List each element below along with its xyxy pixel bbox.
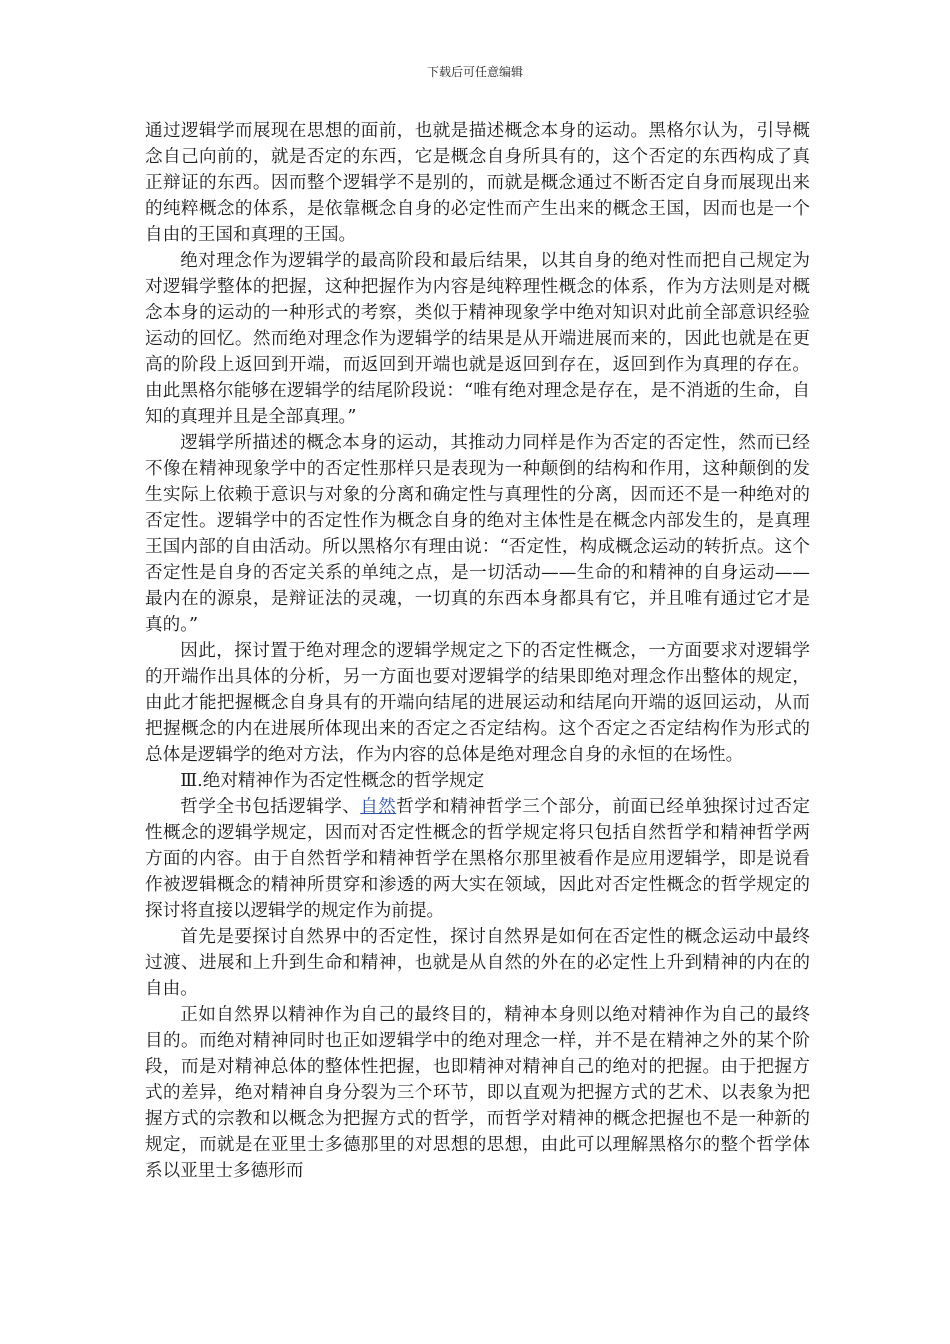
paragraph-3: 逻辑学所描述的概念本身的运动，其推动力同样是作为否定的否定性，然而已经不像在精神现象学中的否定性那样只是表现为一种颠倒的结构和作用，这种颠倒的发生实际上依赖于意识与对象的分离和确定性与真理性的分离，因而还不是一种绝对的否定性。逻辑学中的否定性作为概念自身的绝对主体性是在概念内部发生的，是真理王国内部的自由活动。所以黑格尔有理由说：“否定性，构成概念运动的转折点。这个否定性是自身的否定关系的单纯之点，是一切活动——生命的和精神的自身运动——最内在的源泉，是辩证法的灵魂，一切真的东西本身都具有它，并且唯有通过它才是真的。” bbox=[145, 433, 810, 635]
section-heading: Ⅲ.绝对精神作为否定性概念的哲学规定 bbox=[180, 771, 485, 791]
paragraph-6: 首先是要探讨自然界中的否定性，探讨自然界是如何在否定性的概念运动中最终过渡、进展和上升到生命和精神，也就是从自然的外在的必定性上升到精神的内在的自由。 bbox=[145, 927, 810, 999]
paragraph-1: 通过逻辑学而展现在思想的面前，也就是描述概念本身的运动。黑格尔认为，引导概念自己向前的，就是否定的东西，它是概念自身所具有的，这个否定的东西构成了真正辩证的东西。因而整个逻辑学不是别的，而就是概念通过不断否定自身而展现出来的纯粹概念的体系，是依靠概念自身的必定性而产生出来的概念王国，因而也是一个自由的王国和真理的王国。 bbox=[145, 121, 810, 245]
document-body bbox=[145, 118, 810, 1184]
paragraph-2: 绝对理念作为逻辑学的最高阶段和最后结果，以其自身的绝对性而把自己规定为对逻辑学整体的把握，这种把握作为内容是纯粹理性概念的体系，作为方法则是对概念本身的运动的一种形式的考察，类似于精神现象学中绝对知识对此前全部意识经验运动的回忆。然而绝对理念作为逻辑学的结果是从开端进展而来的，因此也就是在更高的阶段上返回到开端，而返回到开端也就是返回到存在，返回到作为真理的存在。由此黑格尔能够在逻辑学的结尾阶段说：“唯有绝对理念是存在，是不消逝的生命，自知的真理并且是全部真理。” bbox=[145, 251, 810, 427]
nature-link[interactable]: 自然 bbox=[360, 797, 397, 817]
paragraph-7: 正如自然界以精神作为自己的最终目的，精神本身则以绝对精神作为自己的最终目的。而绝对精神同时也正如逻辑学中的绝对理念一样，并不是在精神之外的某个阶段，而是对精神总体的整体性把握，也即精神对精神自己的绝对的把握。由于把握方式的差异，绝对精神自身分裂为三个环节，即以直观为把握方式的艺术、以表象为把握方式的宗教和以概念为把握方式的哲学，而哲学对精神的概念把握也不是一种新的规定，而就是在亚里士多德那里的对思想的思想，由此可以理解黑格尔的整个哲学体系以亚里士多德形而 bbox=[145, 1005, 810, 1181]
paragraph-4: 因此，探讨置于绝对理念的逻辑学规定之下的否定性概念，一方面要求对逻辑学的开端作出具体的分析，另一方面也要对逻辑学的结果即绝对理念作出整体的规定，由此才能把握概念自身具有的开端向结尾的进展运动和结尾向开端的返回运动，从而把握概念的内在进展所体现出来的否定之否定结构。这个否定之否定结构作为形式的总体是逻辑学的绝对方法，作为内容的总体是绝对理念自身的永恒的在场性。 bbox=[145, 641, 810, 765]
paragraph-5-after: 哲学和精神哲学三个部分，前面已经单独探讨过否定性概念的逻辑学规定，因而对否定性概念的哲学规定将只包括自然哲学和精神哲学两方面的内容。由于自然哲学和精神哲学在黑格尔那里被看作是应用逻辑学，即是说看作被逻辑概念的精神所贯穿和渗透的两大实在领域，因此对否定性概念的哲学规定的探讨将直接以逻辑学的规定作为前提。 bbox=[145, 797, 810, 921]
paragraph-5-before: 哲学全书包括逻辑学、 bbox=[180, 797, 361, 817]
page-header: 下载后可任意编辑 bbox=[426, 65, 523, 79]
paragraph-5 bbox=[145, 794, 810, 924]
